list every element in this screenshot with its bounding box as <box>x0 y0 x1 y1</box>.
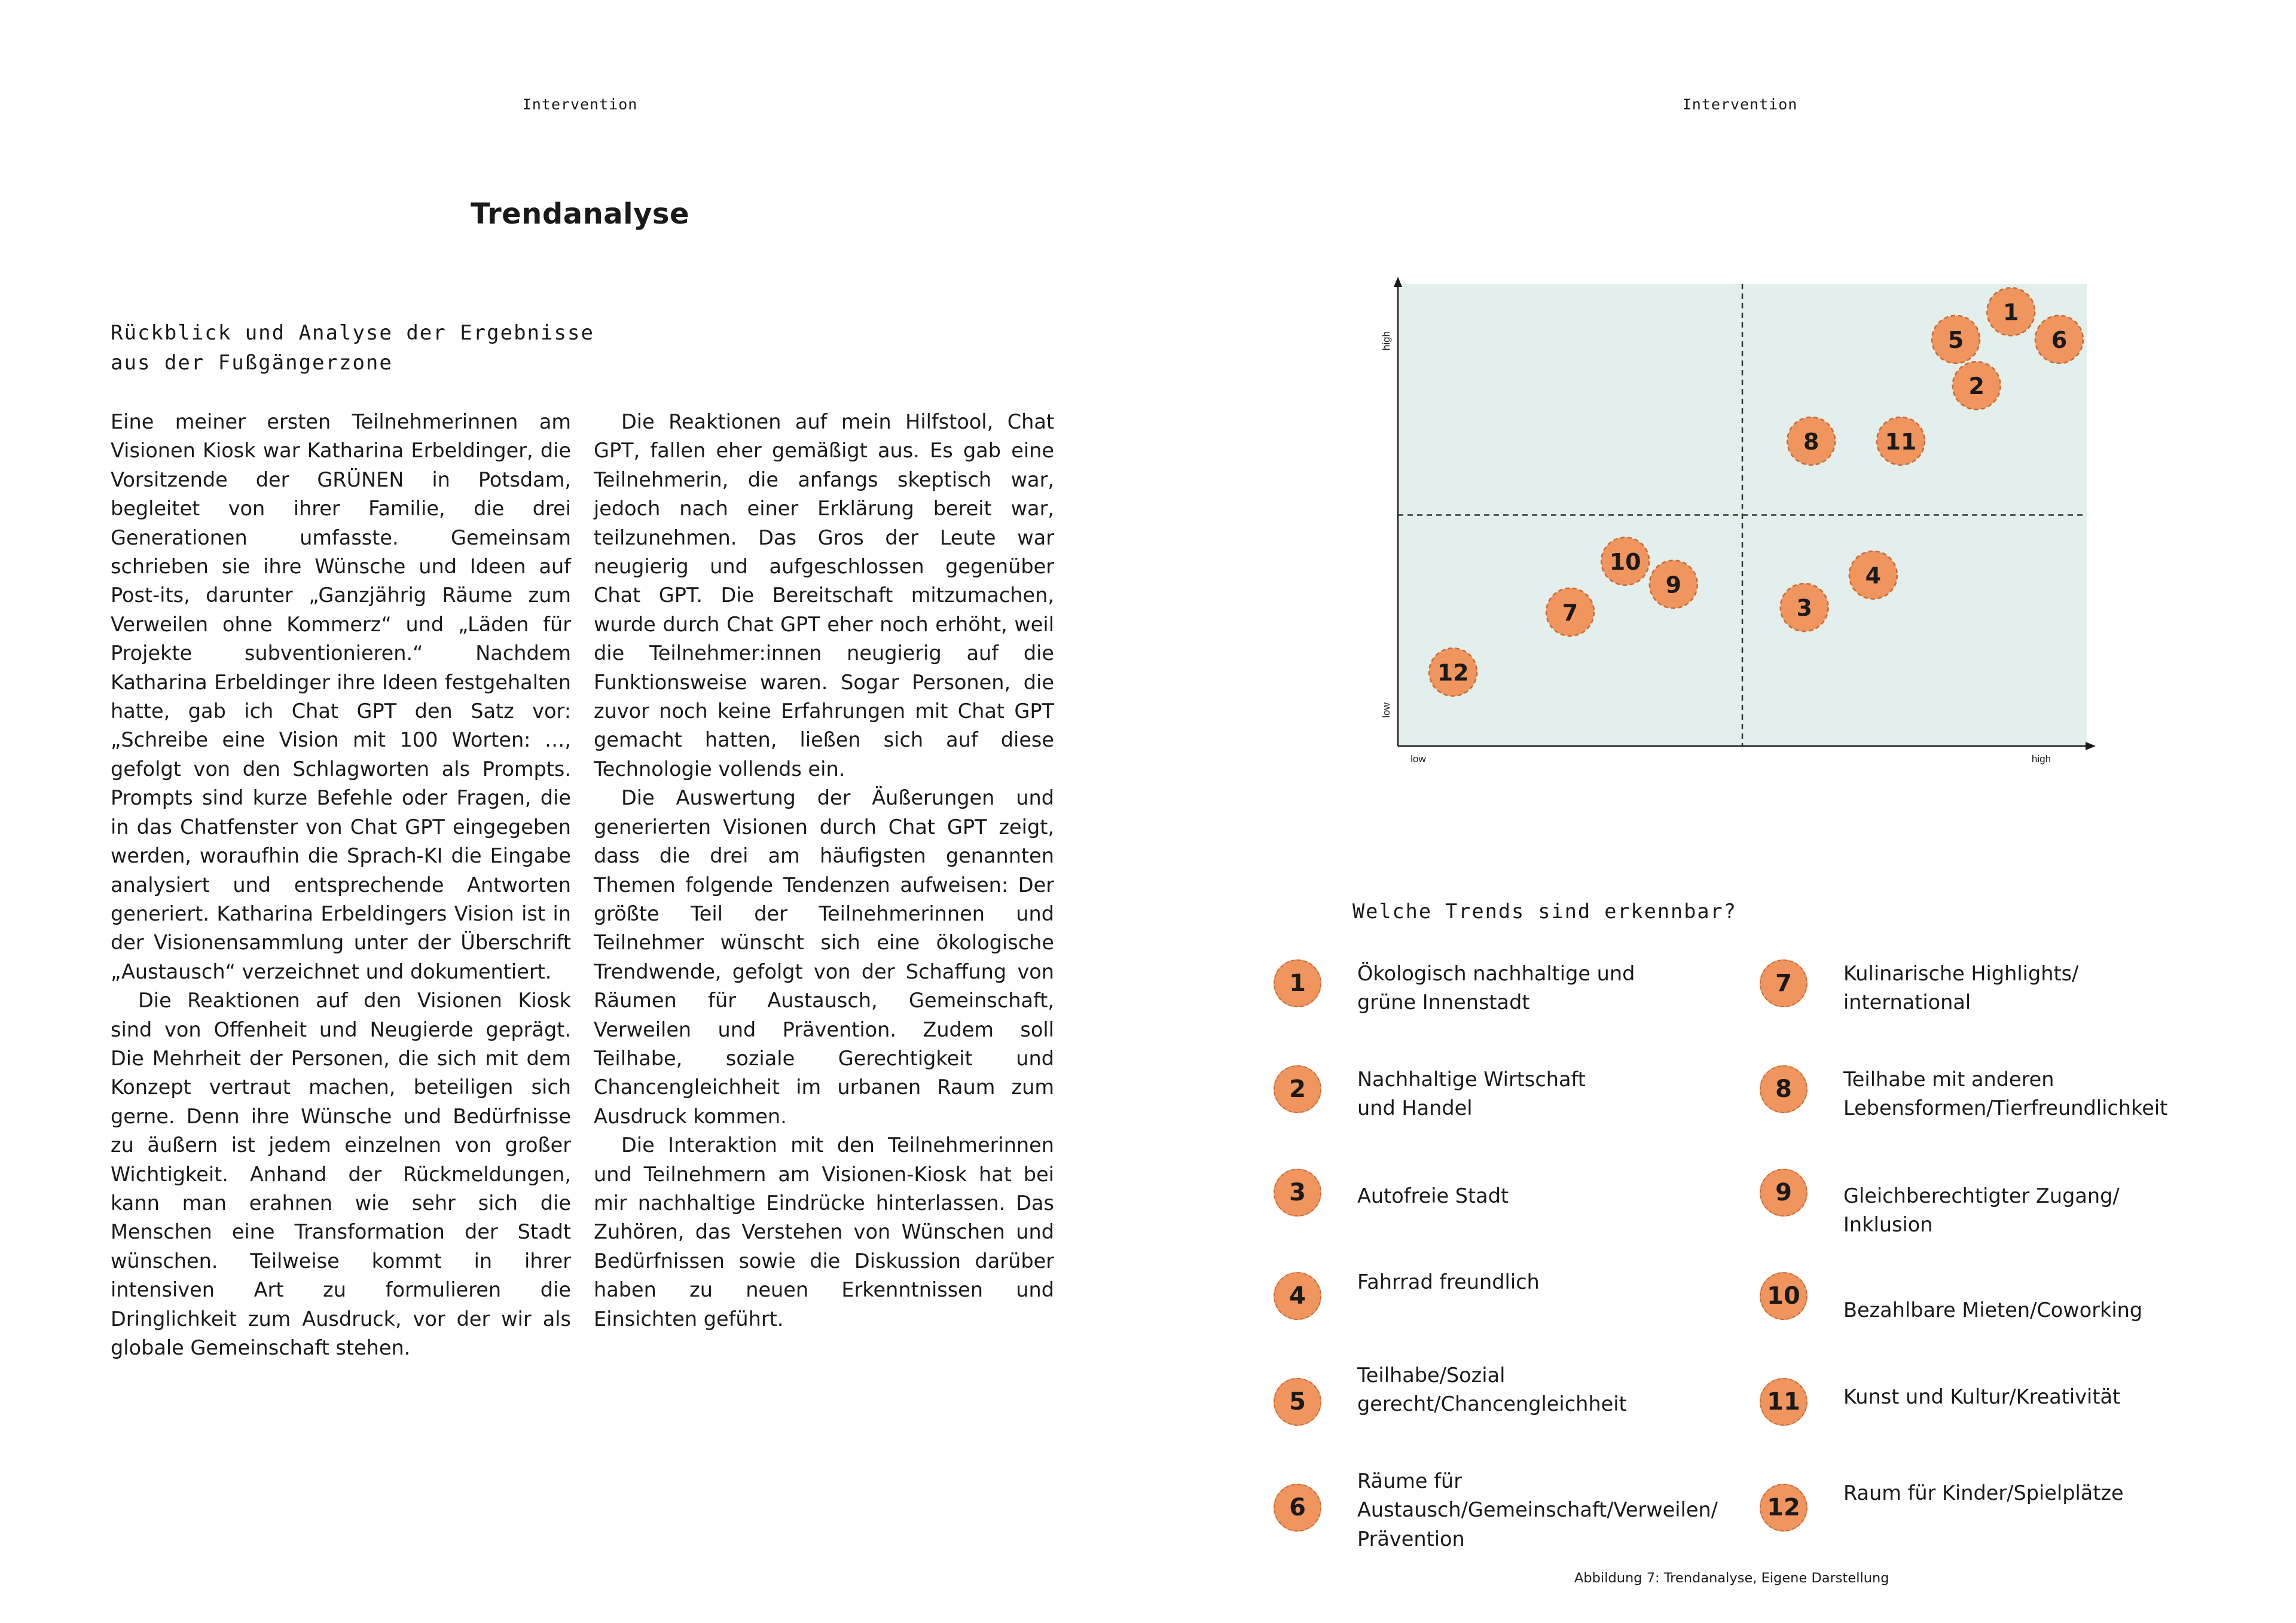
data-point-label: 5 <box>1947 326 1964 353</box>
y-axis-label-low: low <box>1381 702 1392 718</box>
legend-badge: 9 <box>1760 1169 1808 1217</box>
legend-label: Raum für Kinder/Spielplätze <box>1843 1481 2124 1505</box>
data-point-label: 12 <box>1437 659 1469 686</box>
x-axis-arrow <box>2086 742 2096 750</box>
data-point-6 <box>2035 316 2083 363</box>
legend-label: Kunst und Kultur/Kreativität <box>1843 1385 2121 1408</box>
data-point-label: 8 <box>1803 428 1819 455</box>
trend-chart <box>1363 275 2105 771</box>
legend-label: Ökologisch nachhaltige und grüne Innenstadt <box>1357 962 1635 1014</box>
legend-label: Fahrrad freundlich <box>1357 1270 1540 1294</box>
data-point-label: 6 <box>2051 326 2068 353</box>
legend-badge: 11 <box>1760 1378 1808 1426</box>
legend-label: Gleichberechtigter Zugang/ Inklusion <box>1843 1184 2120 1237</box>
subtitle <box>111 318 601 378</box>
legend-badge: 2 <box>1274 1065 1321 1113</box>
legend-item-10 <box>1760 1272 2226 1338</box>
legend-item-3 <box>1274 1169 1740 1234</box>
data-point-11 <box>1877 417 1925 465</box>
running-head-left: Intervention <box>522 96 638 113</box>
legend-badge: 10 <box>1760 1272 1808 1320</box>
subtitle-line-1: Rückblick und Analyse der Ergebnisse <box>111 321 594 345</box>
legend-label: Räume für Austausch/Gemeinschaft/Verweilen/ Prävention <box>1357 1469 1718 1551</box>
data-point-8 <box>1787 417 1835 465</box>
legend-item-5 <box>1274 1364 1740 1444</box>
x-axis-label-high: high <box>2031 753 2051 765</box>
legend-item-11 <box>1760 1378 2226 1444</box>
paragraph: Die Interaktion mit den Teilnehmerinnen und Teilnehmern am Visionen-Kiosk hat bei mir nachhaltige Eindrücke hinterlassen. Das Zuhören, das Verstehen von Wünschen und Bedürfnissen sowie die Diskussion darüber haben zu neuen Erkenntnissen und Einsichten geführt. <box>594 1133 1054 1331</box>
legend-item-1 <box>1274 959 1740 1025</box>
data-point-label: 9 <box>1665 571 1682 598</box>
legend-label: Kulinarische Highlights/ international <box>1843 962 2079 1014</box>
legend-title: Welche Trends sind erkennbar? <box>1352 900 1737 923</box>
legend-item-12 <box>1760 1481 2226 1549</box>
data-point-3 <box>1781 583 1828 631</box>
data-point-label: 1 <box>2003 299 2019 326</box>
y-axis-label-high: high <box>1381 331 1392 351</box>
legend-badge: 4 <box>1274 1272 1321 1320</box>
legend-label: Nachhaltige Wirtschaft und Handel <box>1357 1068 1586 1120</box>
legend-label: Bezahlbare Mieten/Coworking <box>1843 1298 2143 1322</box>
legend-badge: 8 <box>1760 1065 1808 1113</box>
legend-label: Autofreie Stadt <box>1357 1184 1509 1208</box>
legend-badge: 6 <box>1274 1484 1321 1532</box>
data-point-label: 7 <box>1562 599 1578 626</box>
data-point-5 <box>1932 316 1980 363</box>
data-point-9 <box>1650 560 1697 608</box>
legend-badge: 7 <box>1760 959 1808 1007</box>
data-point-1 <box>1987 288 2035 335</box>
legend-item-9 <box>1760 1169 2226 1237</box>
figure-caption: Abbildung 7: Trendanalyse, Eigene Darstellung <box>1574 1570 1889 1586</box>
data-point-4 <box>1849 551 1897 599</box>
legend-badge: 12 <box>1760 1484 1808 1532</box>
legend-item-2 <box>1274 1065 1740 1131</box>
legend-badge: 3 <box>1274 1169 1321 1217</box>
data-point-label: 4 <box>1865 562 1882 589</box>
text-column-left <box>111 408 571 1362</box>
subtitle-line-2: aus der Fußgängerzone <box>111 351 393 375</box>
trend-chart-svg <box>1363 275 2105 771</box>
text-column-right <box>594 408 1054 1334</box>
y-axis-arrow <box>1394 277 1402 287</box>
x-axis-label-low: low <box>1410 753 1426 765</box>
legend-badge: 1 <box>1274 959 1321 1007</box>
paragraph: Die Auswertung der Äußerungen und generierten Visionen durch Chat GPT zeigt, dass die drei am häufigsten genannten Themen folgende Tendenzen aufweisen: Der größte Teil der Teilnehmerinnen und Teilnehmer wünscht sich eine ökologische Trendwende, gefolgt von der Schaffung von Räumen für Austausch, Gemeinschaft, Verweilen und Prävention. Zudem soll Teilhabe, soziale Gerechtigkeit und Chancengleichheit im urbanen Raum zum Ausdruck kommen. <box>594 786 1054 1128</box>
legend-item-6 <box>1274 1469 1740 1551</box>
data-point-7 <box>1546 588 1594 636</box>
legend-label: Teilhabe/Sozial gerecht/Chancengleichheit <box>1357 1364 1627 1416</box>
legend-label: Teilhabe mit anderen Lebensformen/Tierfreundlichkeit <box>1843 1068 2168 1120</box>
data-point-label: 11 <box>1885 428 1917 455</box>
data-point-label: 3 <box>1796 595 1812 622</box>
page-title: Trendanalyse <box>470 197 690 231</box>
data-point-10 <box>1601 537 1649 585</box>
paragraph: Eine meiner ersten Teilnehmerinnen am Visionen Kiosk war Katharina Erbeldinger, die Vorsitzende der GRÜNEN in Potsdam, begleitet von ihrer Familie, die drei Generationen umfasste. Gemeinsam schrieben sie ihre Wünsche und Ideen auf Post-its, darunter „Ganzjährig Räume zum Verweilen ohne Kommerz“ und „Läden für Projekte subventionieren.“ Nachdem Katharina Erbeldinger ihre Ideen festgehalten hatte, gab ich Chat GPT den Satz vor: „Schreibe eine Vision mit 100 Worten: …, gefolgt von den Schlagworten als Prompts. Prompts sind kurze Befehle oder Fragen, die in das Chatfenster von Chat GPT eingegeben werden, woraufhin die Sprach-KI die Eingabe analysiert und entsprechende Antworten generiert. Katharina Erbeldingers Vision ist in der Visionensammlung unter der Überschrift „Austausch“ verzeichnet und dokumentiert. <box>111 410 571 983</box>
data-point-12 <box>1429 648 1477 696</box>
paragraph: Die Reaktionen auf den Visionen Kiosk sind von Offenheit und Neugierde geprägt. Die Mehrheit der Personen, die sich mit dem Konzept vertraut machen, beteiligen sich gerne. Denn ihre Wünsche und Bedürfnisse zu äußern ist jedem einzelnen von großer Wichtigkeit. Anhand der Rückmeldungen, kann man erahnen wie sehr sich die Menschen eine Transformation der Stadt wünschen. Teilweise kommt in ihrer intensiven Art zu formulieren die Dringlichkeit zum Ausdruck, vor der wir als globale Gemeinschaft stehen. <box>111 989 571 1359</box>
legend-item-7 <box>1760 959 2226 1025</box>
data-point-2 <box>1953 362 2001 409</box>
data-point-label: 10 <box>1609 548 1641 575</box>
legend-item-8 <box>1760 1065 2226 1131</box>
data-point-label: 2 <box>1968 373 1984 400</box>
running-head-right: Intervention <box>1682 96 1798 113</box>
paragraph: Die Reaktionen auf mein Hilfstool, Chat GPT, fallen eher gemäßigt aus. Es gab eine Teilnehmerin, die anfangs skeptisch war, jedoch nach einer Erklärung bereit war, teilzunehmen. Das Gros der Leute war neugierig und aufgeschlossen gegenüber Chat GPT. Die Bereitschaft mitzumachen, wurde durch Chat GPT eher noch erhöht, weil die Teilnehmer:innen neugierig auf die Funktionsweise waren. Sogar Personen, die zuvor noch keine Erfahrungen mit Chat GPT gemacht hatten, ließen sich auf diese Technologie vollends ein. <box>594 410 1054 781</box>
legend-badge: 5 <box>1274 1378 1321 1426</box>
legend-item-4 <box>1274 1272 1740 1338</box>
